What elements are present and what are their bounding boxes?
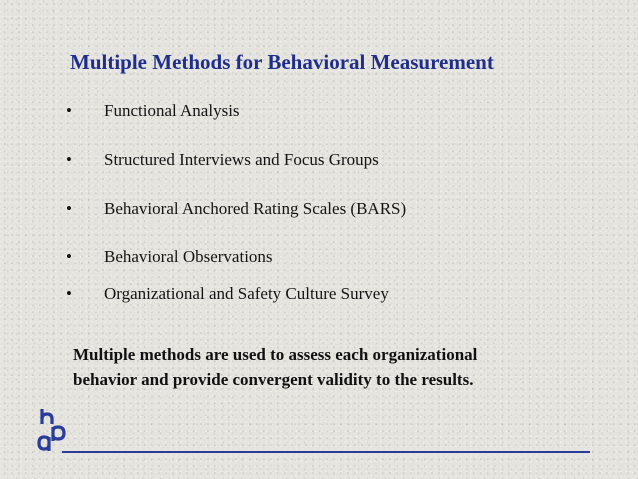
logo-strokes xyxy=(39,409,64,451)
footer-rule xyxy=(62,451,590,453)
bullet-text: Organizational and Safety Culture Survey xyxy=(104,284,389,303)
bullet-marker: • xyxy=(66,284,72,303)
bullet-marker: • xyxy=(66,150,72,169)
bullet-text: Behavioral Observations xyxy=(104,247,273,266)
summary-line-1: Multiple methods are used to assess each organizational xyxy=(73,345,478,364)
bullet-marker: • xyxy=(66,199,72,218)
bullet-text: Structured Interviews and Focus Groups xyxy=(104,150,379,169)
bullet-text: Behavioral Anchored Rating Scales (BARS) xyxy=(104,199,407,218)
hbd-logo-icon xyxy=(36,407,72,453)
summary-line-2: behavior and provide convergent validity to the results. xyxy=(73,370,474,389)
bullet-text: Functional Analysis xyxy=(104,101,240,120)
slide-title: Multiple Methods for Behavioral Measurement xyxy=(70,50,494,74)
bullet-marker: • xyxy=(66,247,72,266)
bullet-marker: • xyxy=(66,101,72,120)
summary-statement xyxy=(73,342,477,392)
